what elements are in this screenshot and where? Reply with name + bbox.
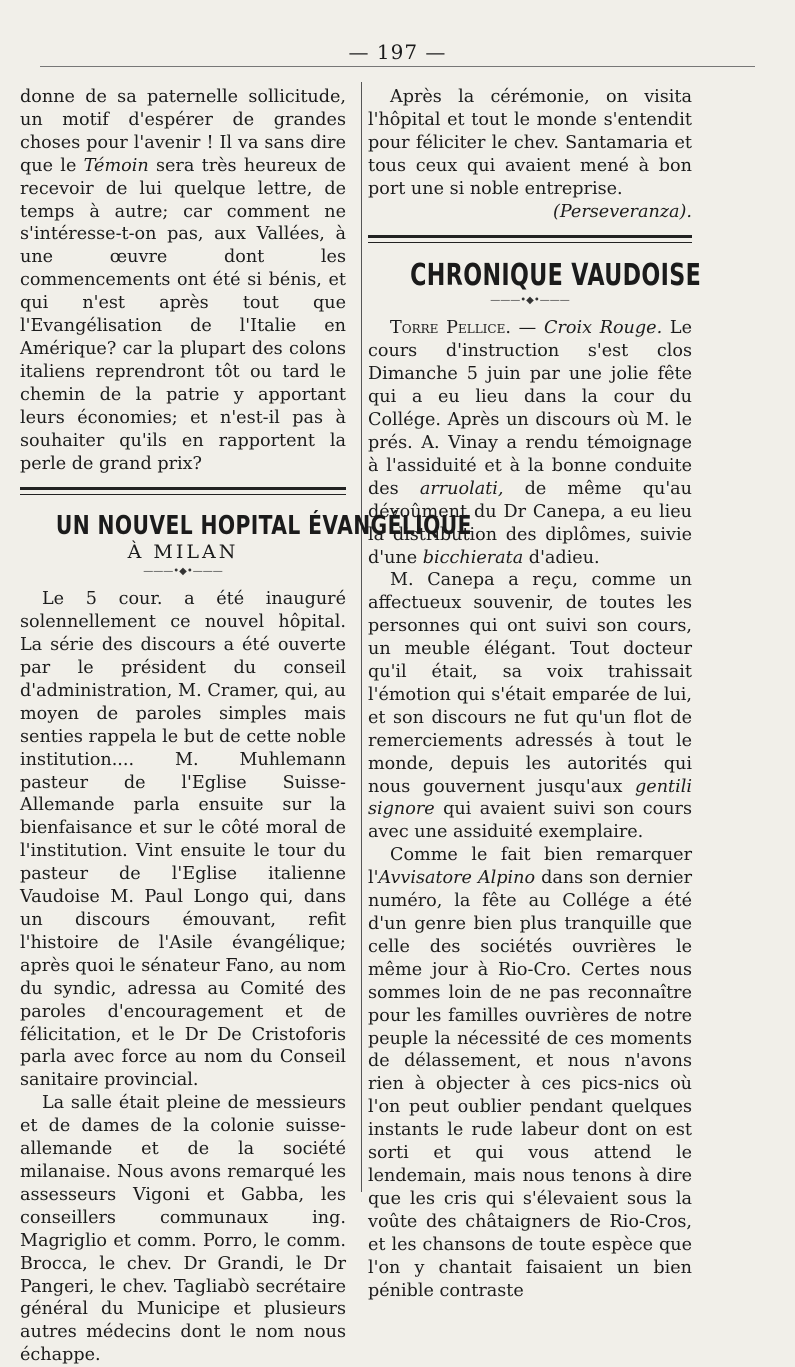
- place-name: Torre Pellice.: [390, 318, 511, 339]
- continued-paragraph: [20, 86, 346, 475]
- chronicle-paragraph: [368, 317, 692, 569]
- column-divider: [361, 82, 362, 1192]
- article-subtitle: À MILAN: [127, 541, 239, 564]
- article-paragraph: Le 5 cour. a été inauguré solennellement ce nouvel hôpital. La série des discours a été ouverte par le président du conseil d'administration, M. Cramer, qui, au moyen de paroles simples mais senties rappela le but de cette noble institution.... M. Muhlemann pasteur de l'Eglise Suisse-Allemande parla ensuite sur la bienfaisance et sur le côté moral de l'institution. Vint ensuite le tour du pasteur de l'Eglise italienne Vaudoise M. Paul Longo qui, dans un discours émouvant, refit l'histoire de l'Asile évangélique; après quoi le sénateur Fano, au nom du syndic, adressa au Comité des paroles d'encouragement et de félicitation, et le Dr De Cristoforis parla avec force au nom du Conseil sanitaire provincial.: [20, 589, 346, 1091]
- section-rule: [368, 235, 692, 243]
- italic-text: Avvisatore Alpino: [378, 868, 536, 889]
- text-run: —: [510, 318, 544, 339]
- ornament-divider: ———•◆•———: [490, 295, 570, 307]
- article-title: UN NOUVEL HOPITAL ÉVANGÉLIQUE: [55, 511, 472, 542]
- page-number: — 197 —: [348, 40, 447, 64]
- ornament-divider: ———•◆•———: [143, 566, 223, 578]
- text-run: Le cours d'instruction s'est clos Dimanche 5 juin par une jolie fête qui a eu lieu dans la cour du Collége. Après un discours où M. le prés. A. Vinay a rendu témoignage à l'assiduité et à la bonne conduite des: [368, 318, 692, 499]
- rubric: Croix Rouge.: [543, 318, 663, 339]
- article-paragraph: La salle était pleine de messieurs et de dames de la colonie suisse-allemande et de la société milanaise. Nous avons remarqué les assesseurs Vigoni et Gabba, les conseillers communaux ing. Magriglio et comm. Porro, le comm. Brocca, le chev. Dr Grandi, le Dr Pangeri, le chev. Tagliabò secrétaire général du Municipe et plusieurs autres médecins dont le nom nous échappe.: [20, 1093, 346, 1366]
- text-run: qui avaient suivi son cours avec une assiduité exemplaire.: [368, 799, 692, 843]
- text-run: sera très heureux de recevoir de lui quelque lettre, de temps à autre; car comment ne s'intéresse-t-on pas, aux Vallées, à une œuvre dont les commencements ont été si bénis, et qui n'est après tout que l'Evangélisation de l'Italie en Amérique? car la plupart des colons italiens reprendront tôt ou tard le chemin de la patrie y apportant leurs économies; et n'est-il pas à souhaiter qu'ils en rapportent la perle de grand prix?: [20, 155, 346, 474]
- text-run: dans son dernier numéro, la fête au Collége a été d'un genre bien plus tranquille que celle des sociétés ouvrières le même jour à Rio-Cro. Certes nous sommes loin de ne pas reconnaître pour les familles ouvrières de notre peuple la nécessité de ces moments de délassement, et nous n'avons rien à objecter à ces pics-nics où l'on peut oublier pendant quelques instants le rude labeur dont on est sorti et qui vous attend le lendemain, mais nous tenons à dire que les cris qui s'élevaient sous la voûte des châtaigners de Rio-Cros, et les chansons de toute espèce que l'on y chantait faisaient un bien pénible contraste: [368, 868, 692, 1301]
- intro-paragraph: Après la cérémonie, on visita l'hôpital et tout le monde s'entendit pour féliciter le chev. Santamaria et tous ceux qui avaient mené à bon port une si noble entreprise.: [368, 87, 692, 199]
- chronicle-paragraph: [368, 844, 692, 1302]
- section-rule: [20, 487, 346, 495]
- right-column: [368, 86, 702, 1302]
- italic-text: gentili signore: [368, 776, 692, 820]
- header-rule: [40, 66, 755, 67]
- text-run: de même qu'au dévoûment du Dr Canepa, a eu lieu la distribution des diplômes, suivie d'une: [368, 478, 692, 568]
- section-title: CHRONIQUE VAUDOISE: [410, 258, 702, 294]
- text-run: donne de sa paternelle sollicitude, un motif d'espérer de grandes choses pour l'avenir ! Il va sans dire que le: [20, 87, 346, 176]
- text-run: M. Canepa a reçu, comme un affectueux souvenir, de toutes les personnes qui ont suivi son cours, un meuble élégant. Tout docteur qu'il était, sa voix trahissait l'émotion qui s'était emparée de lui, et son discours ne fut qu'un flot de remerciements adressés à tout le monde, depuis les autorités qui nous gouvernent jusqu'aux: [368, 570, 692, 797]
- italic-text: arruolati,: [419, 478, 504, 499]
- text-run: d'adieu.: [523, 547, 600, 568]
- italic-text: Témoin: [83, 155, 149, 176]
- source-signature: (Perseveranza).: [553, 201, 692, 222]
- italic-text: bicchierata: [422, 547, 524, 568]
- chronicle-paragraph: [368, 569, 692, 844]
- text-run: Comme le fait bien remarquer l': [368, 845, 692, 889]
